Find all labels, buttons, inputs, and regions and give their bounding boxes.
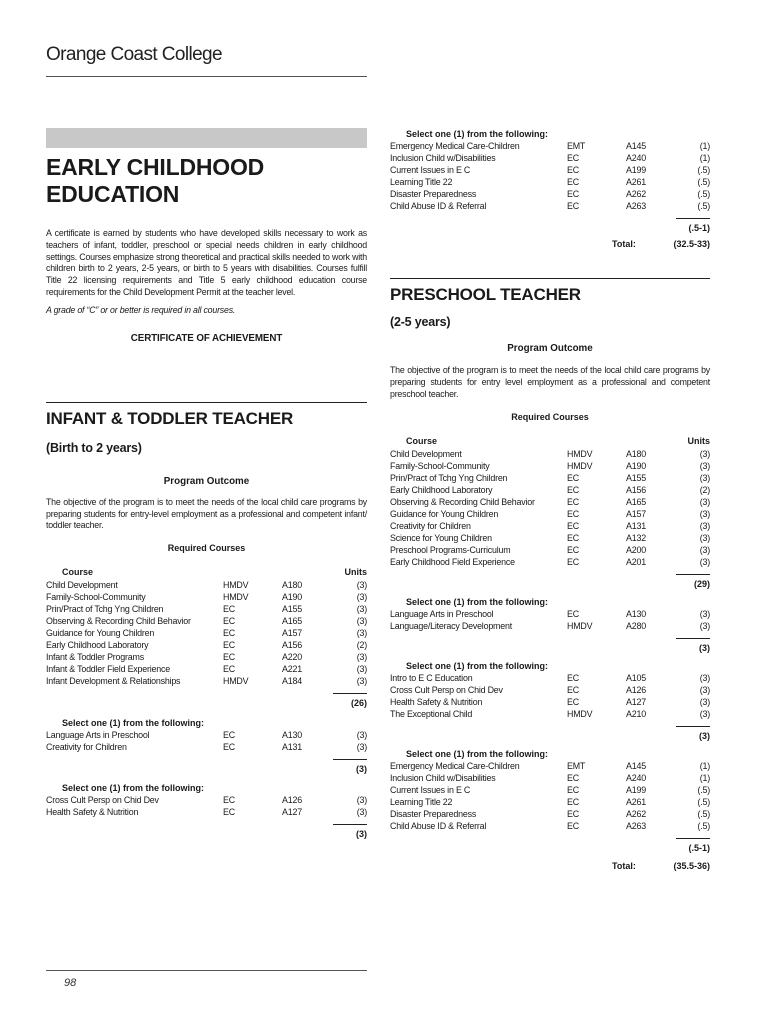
course-dept: EC xyxy=(567,189,579,199)
course-number: A130 xyxy=(626,609,646,620)
course-number: A155 xyxy=(626,473,646,484)
preschool-table-header xyxy=(390,436,710,448)
course-number: A199 xyxy=(626,785,646,796)
course-units: (3) xyxy=(699,545,710,556)
course-title: Child Abuse ID & Referral xyxy=(390,821,487,832)
course-number: A157 xyxy=(282,628,302,639)
preschool-select3-subtotal xyxy=(390,832,710,854)
course-number: A132 xyxy=(626,533,646,544)
course-title: Language Arts in Preschool xyxy=(390,609,494,620)
course-dept: EC xyxy=(567,533,579,544)
program-title xyxy=(46,154,367,208)
course-row xyxy=(390,520,710,532)
course-units: (.5) xyxy=(697,809,710,820)
course-number: A262 xyxy=(626,189,646,199)
course-row xyxy=(390,784,710,796)
course-title: Guidance for Young Children xyxy=(46,628,155,639)
course-row xyxy=(390,696,710,708)
infant-table-header xyxy=(46,567,367,579)
course-number: A165 xyxy=(282,616,302,627)
course-number: A127 xyxy=(626,697,646,708)
course-row xyxy=(46,729,367,741)
course-units: (3) xyxy=(699,709,710,720)
course-title: Preschool Programs-Curriculum xyxy=(390,545,511,556)
course-units: (3) xyxy=(356,580,367,591)
course-dept: EC xyxy=(567,473,579,484)
infant-required-subtotal xyxy=(46,687,367,709)
preschool-select2-subtotal xyxy=(390,720,710,742)
course-row xyxy=(390,448,710,460)
course-dept: EC xyxy=(223,616,235,627)
course-dept: EC xyxy=(223,730,235,741)
preschool-required-table xyxy=(390,448,710,568)
course-row xyxy=(390,608,710,620)
infant-section-title: INFANT & TODDLER TEACHER xyxy=(46,408,294,428)
course-title: Family-School-Community xyxy=(46,592,146,603)
course-units: (3) xyxy=(699,621,710,632)
course-row xyxy=(46,639,367,651)
course-units: (2) xyxy=(356,640,367,651)
units-column-label: Units xyxy=(344,567,367,578)
course-title: Disaster Preparedness xyxy=(390,189,477,199)
course-row xyxy=(390,140,710,152)
infant-select3-subtotal xyxy=(390,212,710,234)
course-units: (.5) xyxy=(697,201,710,211)
infant-select2-heading: Select one (1) from the following: xyxy=(62,783,205,794)
preschool-section-rule xyxy=(390,278,710,279)
course-number: A126 xyxy=(282,795,302,806)
preschool-select3-heading: Select one (1) from the following: xyxy=(406,749,549,760)
course-dept: EC xyxy=(567,609,579,620)
course-dept: HMDV xyxy=(567,461,593,472)
course-row xyxy=(390,472,710,484)
course-title: Cross Cult Persp on Chid Dev xyxy=(390,685,503,696)
preschool-total-row xyxy=(390,861,710,875)
course-dept: EC xyxy=(567,497,579,508)
infant-required-table xyxy=(46,579,367,687)
subtotal-value: (3) xyxy=(356,764,367,775)
infant-section-subtitle: (Birth to 2 years) xyxy=(46,440,142,455)
course-number: A156 xyxy=(626,485,646,496)
course-title: Early Childhood Field Experience xyxy=(390,557,515,568)
course-dept: EC xyxy=(567,673,579,684)
course-units: (1) xyxy=(699,153,710,163)
course-dept: EMT xyxy=(567,141,586,151)
course-dept: EC xyxy=(223,604,235,615)
course-dept: EC xyxy=(223,652,235,663)
course-units: (3) xyxy=(699,685,710,696)
course-title: Creativity for Children xyxy=(390,521,471,532)
course-units: (3) xyxy=(356,592,367,603)
course-units: (3) xyxy=(699,521,710,532)
course-dept: HMDV xyxy=(567,449,593,460)
subtotal-value: (3) xyxy=(356,829,367,840)
preschool-outcome-heading: Program Outcome xyxy=(507,343,593,354)
course-row xyxy=(46,603,367,615)
course-dept: EC xyxy=(223,640,235,651)
subtotal-value: (3) xyxy=(699,731,710,742)
subtotal-value: (.5-1) xyxy=(688,223,710,233)
course-number: A263 xyxy=(626,821,646,832)
preschool-select3-table xyxy=(390,760,710,832)
course-dept: EC xyxy=(223,664,235,675)
preschool-section-subtitle: (2-5 years) xyxy=(390,315,451,329)
course-units: (3) xyxy=(699,609,710,620)
course-row xyxy=(390,684,710,696)
course-units: (2) xyxy=(699,485,710,496)
course-row xyxy=(390,796,710,808)
course-row xyxy=(390,620,710,632)
course-title: Emergency Medical Care-Children xyxy=(390,761,520,772)
subtotal-rule xyxy=(676,638,710,639)
subtotal-value: (26) xyxy=(350,698,367,709)
course-number: A131 xyxy=(282,742,302,753)
preschool-select1-table xyxy=(390,608,710,632)
certificate-heading: CERTIFICATE OF ACHIEVEMENT xyxy=(130,332,283,344)
course-number: A127 xyxy=(282,807,302,818)
course-dept: HMDV xyxy=(223,592,249,603)
infant-select1-subtotal xyxy=(46,753,367,775)
subtotal-rule xyxy=(333,693,367,694)
course-units: (3) xyxy=(356,807,367,818)
course-title: Prin/Pract of Tchg Yng Children xyxy=(390,473,508,484)
infant-section-rule xyxy=(46,402,367,403)
course-title: Child Abuse ID & Referral xyxy=(390,201,487,211)
course-units: (3) xyxy=(356,664,367,675)
course-dept: EC xyxy=(567,165,579,175)
infant-select2-subtotal xyxy=(46,818,367,840)
course-dept: EC xyxy=(567,797,579,808)
course-row xyxy=(390,820,710,832)
course-title: Cross Cult Persp on Chid Dev xyxy=(46,795,159,806)
total-value: (35.5-36) xyxy=(673,861,710,872)
preschool-section-title: PRESCHOOL TEACHER xyxy=(390,285,581,304)
course-number: A220 xyxy=(282,652,302,663)
course-title: Disaster Preparedness xyxy=(390,809,477,820)
course-row xyxy=(390,556,710,568)
course-units: (3) xyxy=(699,697,710,708)
total-value: (32.5-33) xyxy=(673,239,710,249)
preschool-select1-heading: Select one (1) from the following: xyxy=(406,597,549,608)
course-title: Infant Development & Relationships xyxy=(46,676,181,687)
course-units: (.5) xyxy=(697,177,710,187)
footer-rule xyxy=(46,970,367,971)
course-row xyxy=(390,176,710,188)
course-number: A261 xyxy=(626,177,646,187)
course-title: Child Development xyxy=(46,580,118,591)
program-title-line2: EDUCATION xyxy=(46,181,180,207)
course-title: Inclusion Child w/Disabilities xyxy=(390,153,496,163)
course-row xyxy=(390,164,710,176)
course-row xyxy=(46,627,367,639)
subtotal-value: (3) xyxy=(699,643,710,654)
course-units: (3) xyxy=(356,795,367,806)
course-title: The Exceptional Child xyxy=(390,709,473,720)
course-number: A184 xyxy=(282,676,302,687)
course-dept: EC xyxy=(567,177,579,187)
course-dept: EC xyxy=(223,742,235,753)
course-number: A263 xyxy=(626,201,646,211)
course-number: A165 xyxy=(626,497,646,508)
course-number: A105 xyxy=(626,673,646,684)
course-number: A261 xyxy=(626,797,646,808)
course-dept: EC xyxy=(567,773,579,784)
course-number: A156 xyxy=(282,640,302,651)
course-units: (3) xyxy=(699,497,710,508)
preschool-select2-table xyxy=(390,672,710,720)
course-title: Child Development xyxy=(390,449,462,460)
preschool-required-subtotal xyxy=(390,568,710,590)
course-dept: EC xyxy=(567,821,579,832)
subtotal-rule xyxy=(333,759,367,760)
course-row xyxy=(390,672,710,684)
left-column xyxy=(46,128,367,840)
subtotal-value: (.5-1) xyxy=(688,843,710,854)
course-dept: EC xyxy=(567,809,579,820)
course-dept: EC xyxy=(567,557,579,568)
course-row xyxy=(390,808,710,820)
course-title: Science for Young Children xyxy=(390,533,492,544)
course-units: (3) xyxy=(699,449,710,460)
course-row xyxy=(46,794,367,806)
course-units: (3) xyxy=(356,616,367,627)
grade-note: A grade of “C” or or better is required in all courses. xyxy=(46,304,236,315)
course-number: A180 xyxy=(626,449,646,460)
course-row xyxy=(46,579,367,591)
total-label: Total: xyxy=(612,239,636,249)
course-title: Current Issues in E C xyxy=(390,165,471,175)
course-number: A200 xyxy=(626,545,646,556)
course-dept: EC xyxy=(223,795,235,806)
course-title: Inclusion Child w/Disabilities xyxy=(390,773,496,784)
course-number: A130 xyxy=(282,730,302,741)
infant-select3-heading: Select one (1) from the following: xyxy=(406,129,549,139)
course-dept: EC xyxy=(567,785,579,796)
course-row xyxy=(390,152,710,164)
infant-required-heading: Required Courses xyxy=(167,543,246,554)
course-title: Health Safety & Nutrition xyxy=(390,697,483,708)
course-row xyxy=(46,663,367,675)
infant-outcome-text: The objective of the program is to meet the needs of the local child care programs by preparing students for entry-level employment as a professional and competent infant/ toddler teacher. xyxy=(46,496,367,531)
program-title-line1: EARLY CHILDHOOD xyxy=(46,154,265,180)
course-number: A126 xyxy=(626,685,646,696)
header-rule xyxy=(46,76,367,77)
course-title: Learning Title 22 xyxy=(390,797,453,808)
course-number: A190 xyxy=(282,592,302,603)
course-row xyxy=(46,651,367,663)
course-units: (3) xyxy=(699,473,710,484)
course-title: Intro to E C Education xyxy=(390,673,473,684)
preschool-select1-subtotal xyxy=(390,632,710,654)
course-number: A210 xyxy=(626,709,646,720)
infant-select2-table xyxy=(46,794,367,818)
course-units: (3) xyxy=(356,742,367,753)
course-number: A201 xyxy=(626,557,646,568)
course-units: (1) xyxy=(699,761,710,772)
total-label: Total: xyxy=(612,861,636,872)
infant-outcome-heading: Program Outcome xyxy=(163,475,250,487)
title-gray-bar xyxy=(46,128,367,148)
course-title: Observing & Recording Child Behavior xyxy=(390,497,535,508)
subtotal-value: (29) xyxy=(693,579,710,590)
course-row xyxy=(46,675,367,687)
subtotal-rule xyxy=(676,726,710,727)
course-units: (3) xyxy=(699,533,710,544)
course-row xyxy=(390,708,710,720)
course-row xyxy=(390,460,710,472)
course-title: Infant & Toddler Programs xyxy=(46,652,144,663)
course-units: (3) xyxy=(699,461,710,472)
course-units: (1) xyxy=(699,773,710,784)
subtotal-rule xyxy=(676,838,710,839)
course-row xyxy=(46,591,367,603)
course-row xyxy=(390,544,710,556)
preschool-outcome-text: The objective of the program is to meet the needs of the local child care programs by preparing students for entry level employment as a professional and competent preschool teacher. xyxy=(390,365,710,399)
course-number: A240 xyxy=(626,773,646,784)
college-name: Orange Coast College xyxy=(46,44,222,65)
course-number: A157 xyxy=(626,509,646,520)
course-dept: EC xyxy=(567,201,579,211)
course-number: A131 xyxy=(626,521,646,532)
course-dept: EC xyxy=(567,521,579,532)
preschool-select2-heading: Select one (1) from the following: xyxy=(406,661,549,672)
course-title: Language/Literacy Development xyxy=(390,621,512,632)
course-column-label: Course xyxy=(62,567,94,578)
course-units: (.5) xyxy=(697,165,710,175)
infant-select1-heading: Select one (1) from the following: xyxy=(62,718,205,729)
course-row xyxy=(390,760,710,772)
course-dept: HMDV xyxy=(567,709,593,720)
course-row xyxy=(46,741,367,753)
course-number: A180 xyxy=(282,580,302,591)
course-units: (3) xyxy=(356,604,367,615)
course-dept: HMDV xyxy=(223,580,249,591)
course-number: A240 xyxy=(626,153,646,163)
subtotal-rule xyxy=(333,824,367,825)
course-title: Language Arts in Preschool xyxy=(46,730,150,741)
course-title: Learning Title 22 xyxy=(390,177,453,187)
subtotal-rule xyxy=(676,218,710,219)
course-title: Observing & Recording Child Behavior xyxy=(46,616,191,627)
course-row xyxy=(390,484,710,496)
course-units: (3) xyxy=(356,628,367,639)
course-units: (3) xyxy=(699,673,710,684)
course-number: A145 xyxy=(626,761,646,772)
course-number: A262 xyxy=(626,809,646,820)
course-number: A190 xyxy=(626,461,646,472)
course-title: Creativity for Children xyxy=(46,742,127,753)
course-title: Emergency Medical Care-Children xyxy=(390,141,520,151)
course-number: A155 xyxy=(282,604,302,615)
infant-select1-table xyxy=(46,729,367,753)
course-title: Early Childhood Laboratory xyxy=(46,640,149,651)
course-units: (.5) xyxy=(697,797,710,808)
course-units: (3) xyxy=(356,730,367,741)
course-units: (3) xyxy=(699,557,710,568)
course-row xyxy=(390,496,710,508)
units-column-label: Units xyxy=(687,436,710,447)
course-row xyxy=(390,188,710,200)
course-dept: EC xyxy=(223,628,235,639)
course-number: A199 xyxy=(626,165,646,175)
course-units: (.5) xyxy=(697,785,710,796)
infant-select3-table xyxy=(390,140,710,212)
course-dept: EC xyxy=(567,509,579,520)
course-row xyxy=(390,772,710,784)
course-title: Family-School-Community xyxy=(390,461,490,472)
course-title: Early Childhood Laboratory xyxy=(390,485,493,496)
course-dept: EC xyxy=(567,485,579,496)
course-dept: EC xyxy=(567,153,579,163)
course-units: (.5) xyxy=(697,189,710,199)
course-units: (3) xyxy=(356,652,367,663)
course-units: (3) xyxy=(699,509,710,520)
course-number: A145 xyxy=(626,141,646,151)
course-units: (3) xyxy=(356,676,367,687)
course-dept: EC xyxy=(567,545,579,556)
course-row xyxy=(46,806,367,818)
course-dept: EC xyxy=(567,685,579,696)
course-row xyxy=(390,508,710,520)
course-title: Health Safety & Nutrition xyxy=(46,807,139,818)
program-intro: A certificate is earned by students who have developed skills necessary to work as teachers of infant, toddler, preschool or special needs children in early childhood settings. Courses emphasize strong theoretical and practical skills needed to work with children birth to 2 years, 2-5 years, or birth to 5 years with disabilities. Courses fulfill Title 22 licensing requirements and Title 5 early childhood education course requirements for the Child Development Permit at the teacher level. xyxy=(46,228,367,297)
course-column-label: Course xyxy=(406,436,438,447)
page-number: 98 xyxy=(64,977,77,989)
course-title: Guidance for Young Children xyxy=(390,509,499,520)
course-units: (.5) xyxy=(697,821,710,832)
course-dept: EC xyxy=(223,807,235,818)
preschool-required-heading: Required Courses xyxy=(511,412,589,423)
course-dept: HMDV xyxy=(223,676,249,687)
course-row xyxy=(46,615,367,627)
subtotal-rule xyxy=(676,574,710,575)
course-units: (1) xyxy=(699,141,710,151)
right-column xyxy=(390,128,710,875)
course-number: A280 xyxy=(626,621,646,632)
course-title: Infant & Toddler Field Experience xyxy=(46,664,170,675)
course-number: A221 xyxy=(282,664,302,675)
course-title: Current Issues in E C xyxy=(390,785,471,796)
infant-total-row xyxy=(390,239,710,253)
course-title: Prin/Pract of Tchg Yng Children xyxy=(46,604,164,615)
course-dept: HMDV xyxy=(567,621,593,632)
course-row xyxy=(390,200,710,212)
course-dept: EC xyxy=(567,697,579,708)
course-dept: EMT xyxy=(567,761,586,772)
course-row xyxy=(390,532,710,544)
